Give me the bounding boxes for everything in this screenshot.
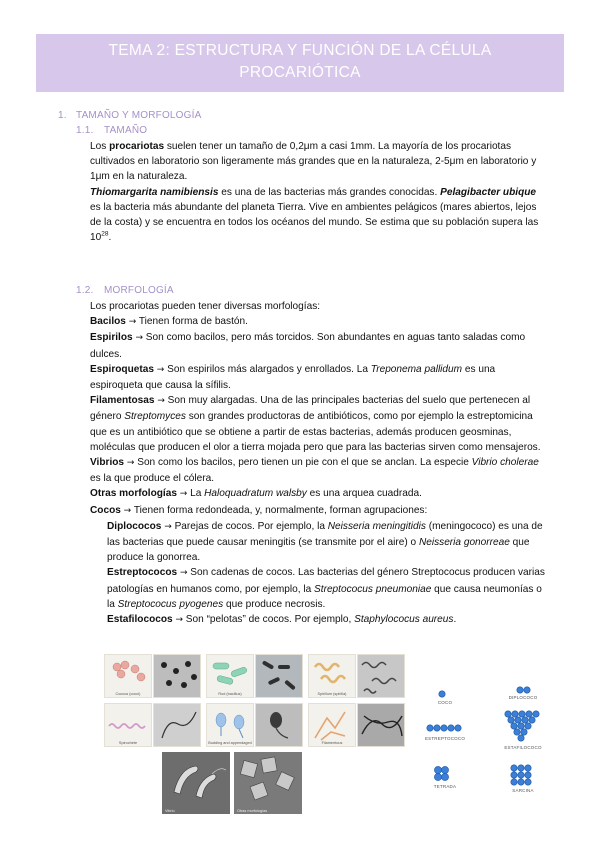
vibrio-micrograph bbox=[162, 752, 230, 814]
text-run: Los bbox=[90, 141, 110, 152]
page-title bbox=[36, 34, 564, 92]
label-estreptococo: ESTREPTOCOCO bbox=[424, 736, 466, 741]
label-diplococo: DIPLOCOCO bbox=[508, 695, 538, 700]
morph-intro: Los procariotas pueden tener diversas morfologías: bbox=[90, 301, 321, 312]
subsection-number: 1.2. bbox=[76, 285, 94, 296]
subsection-heading-size bbox=[76, 125, 147, 136]
arrow-icon: → bbox=[135, 333, 143, 344]
species: Streptococus pneumoniae bbox=[314, 583, 432, 595]
caption-rod: Rod (bacillus) bbox=[218, 691, 242, 696]
coco-icon bbox=[439, 691, 445, 697]
caption-spirillum: Spirillum (spirilla) bbox=[317, 691, 347, 696]
spirillum-micrograph bbox=[357, 654, 405, 698]
term-procariotas: procariotas bbox=[109, 141, 165, 152]
arrow-icon: → bbox=[126, 458, 135, 469]
tetrada-icon bbox=[434, 766, 448, 780]
budding-illustration bbox=[206, 703, 254, 747]
title-line-2: PROCARIÓTICA bbox=[239, 64, 361, 81]
morph-cocos bbox=[90, 503, 545, 519]
text-run: Tienen forma redondeada, y, normalmente, forman agrupaciones: bbox=[131, 504, 428, 516]
arrow-icon: → bbox=[128, 317, 137, 328]
term: Vibrios bbox=[90, 457, 125, 469]
morph-espiroquetas bbox=[90, 362, 545, 393]
text-run: Son como bacilos, pero más torcidos. Son abundantes en aguas tanto saladas como dulces. bbox=[90, 332, 526, 360]
text-run: es una arquea cuadrada. bbox=[306, 488, 422, 500]
morph-estreptococos bbox=[90, 565, 545, 612]
morph-estafilococos bbox=[90, 612, 545, 628]
morph-otras bbox=[90, 486, 545, 502]
arrow-icon: → bbox=[156, 364, 165, 375]
species: Treponema pallidum bbox=[370, 363, 463, 375]
label-tetrada: TETRADA bbox=[433, 784, 457, 789]
estreptococo-icon bbox=[427, 725, 461, 731]
species: Neisseria gonorreae bbox=[418, 537, 510, 549]
subsection-label: TAMAÑO bbox=[104, 125, 148, 136]
size-paragraph-1 bbox=[90, 139, 545, 185]
morph-espirilos bbox=[90, 330, 545, 361]
term: Espirilos bbox=[90, 332, 133, 344]
text-run: es una de las bacterias más grandes conocidas. bbox=[218, 186, 441, 198]
text-run: es la bacteria más abundante del planeta Tierra. Vive en ambientes pelágicos (mares abiertos, lejos de la costa) y se encuentra en todos los océanos del mundo. Se estima que su población supera las 10 bbox=[90, 201, 539, 244]
text-run: Son como los bacilos, pero tienen un pie con el que se anclan. La especie bbox=[134, 457, 472, 469]
text-run: suelen tener un tamaño de 0,2μm a casi 1mm. La mayoría de los procariotas cultivados en laboratorio son ligeramente más grandes que en la naturaleza, 2-5μm en laboratorio y 1μm en la naturaleza. bbox=[90, 141, 537, 183]
species: Haloquadratum walsby bbox=[204, 488, 307, 500]
section-label: TAMAÑO Y MORFOLOGÍA bbox=[76, 110, 202, 121]
spirochete-illustration bbox=[104, 703, 152, 747]
otras-micrograph bbox=[234, 752, 302, 814]
text-run: La bbox=[187, 488, 205, 500]
spirochete-micrograph bbox=[153, 703, 201, 747]
species-thiomargarita: Thiomargarita namibiensis bbox=[90, 186, 219, 198]
caption-spirochete: Spirochete bbox=[118, 740, 138, 745]
diplococo-icon bbox=[517, 687, 530, 693]
text-run: es la que produce el cólera. bbox=[90, 473, 215, 485]
arrow-icon: → bbox=[175, 615, 183, 626]
text-run: . bbox=[108, 232, 112, 244]
size-paragraph-2 bbox=[90, 185, 545, 246]
term: Cocos bbox=[90, 504, 121, 516]
subsection-number: 1.1. bbox=[76, 125, 94, 136]
text-run: Parejas de cocos. Por ejemplo, la bbox=[174, 520, 328, 532]
text-run: (meningococo) es una de las bacterias que puede causar meningitis (se transmite por el aire) o bbox=[107, 520, 543, 549]
cocci-micrograph bbox=[153, 654, 201, 698]
caption-filamentous: Filamentous bbox=[321, 740, 343, 745]
text-run: que produce necrosis. bbox=[223, 598, 326, 610]
spirillum-illustration bbox=[308, 654, 356, 698]
size-body bbox=[90, 139, 545, 245]
text-run: Son espirilos más alargados y enrollados. La bbox=[164, 363, 371, 375]
rod-illustration bbox=[206, 654, 254, 698]
arrow-icon: → bbox=[157, 396, 165, 407]
term: Bacilos bbox=[90, 316, 126, 328]
label-coco: COCO bbox=[437, 700, 453, 705]
subsection-heading-morphology bbox=[76, 285, 174, 296]
text-run: que causa neumonías o la bbox=[107, 583, 542, 610]
species: Vibrio cholerae bbox=[471, 457, 539, 469]
morphology-photo-grid bbox=[104, 654, 410, 844]
text-run: que produce la gonorrea. bbox=[107, 537, 530, 564]
term: Diplococos bbox=[107, 520, 162, 532]
section-number: 1. bbox=[58, 110, 67, 121]
morph-bacilos bbox=[90, 314, 545, 330]
filamentous-micrograph bbox=[357, 703, 405, 747]
filamentous-illustration bbox=[308, 703, 356, 747]
species: Streptococus pyogenes bbox=[117, 598, 224, 610]
caption-budding: Budding and appendaged bbox=[208, 740, 252, 745]
subsection-label: MORFOLOGÍA bbox=[104, 285, 174, 296]
text-run: son grandes productoras de antibióticos, como por ejemplo la estreptomicina que es un antibiótico que se obtiene a partir de estas bacterias, además producen geosminas, moléculas que producen el olor a tierra mojada pero que para las bacterias sirven como mensajeros. bbox=[90, 411, 541, 453]
budding-micrograph bbox=[255, 703, 303, 747]
caption-otras: Otras morfologías bbox=[237, 809, 268, 813]
term: Estreptococos bbox=[107, 567, 178, 579]
text-run: es una espiroqueta que causa la sífilis. bbox=[90, 363, 496, 392]
estafilococo-icon bbox=[505, 711, 539, 741]
morph-vibrios bbox=[90, 455, 545, 486]
label-sarcina: SARCINA bbox=[512, 788, 534, 793]
cocci-arrangement-diagram bbox=[410, 680, 570, 830]
text-run: Son “pelotas” de cocos. Por ejemplo, bbox=[183, 614, 355, 626]
term: Otras morfologías bbox=[90, 488, 177, 500]
label-estafilococo: ESTAFILOCOCO bbox=[504, 745, 542, 750]
species-pelagibacter: Pelagibacter ubique bbox=[440, 186, 537, 198]
caption-vibrio: Vibrio bbox=[165, 809, 175, 813]
text-run: Son muy alargadas. Una de las principales bacterias del suelo que pertenecen al género bbox=[90, 395, 531, 423]
term: Espiroquetas bbox=[90, 363, 154, 375]
species: Neisseria meningitidis bbox=[327, 520, 426, 532]
section-heading-1 bbox=[58, 110, 202, 121]
caption-cocci: Coccus (cocci) bbox=[115, 691, 141, 696]
cocci-illustration bbox=[104, 654, 152, 698]
morph-filamentosas bbox=[90, 393, 545, 455]
arrow-icon: → bbox=[164, 521, 172, 532]
arrow-icon: → bbox=[179, 489, 188, 500]
text-run: Tienen forma de bastón. bbox=[136, 316, 248, 328]
exponent: 28 bbox=[101, 230, 109, 238]
term: Estafilococos bbox=[107, 614, 173, 626]
text-run: . bbox=[453, 614, 457, 626]
morphology-body bbox=[90, 299, 545, 628]
term: Filamentosas bbox=[90, 395, 155, 407]
rod-micrograph bbox=[255, 654, 303, 698]
arrow-icon: → bbox=[123, 505, 132, 516]
species: Staphylococus aureus bbox=[354, 614, 454, 626]
sarcina-icon bbox=[511, 765, 531, 785]
text-run: Son cadenas de cocos. Las bacterias del género Streptococus producen varias patologías en humanos como, por ejemplo, la bbox=[107, 567, 545, 595]
morph-diplococos bbox=[90, 519, 545, 566]
species: Streptomyces bbox=[124, 411, 186, 423]
title-line-1: TEMA 2: ESTRUCTURA Y FUNCIÓN DE LA CÉLULA bbox=[108, 42, 492, 59]
arrow-icon: → bbox=[179, 568, 188, 579]
